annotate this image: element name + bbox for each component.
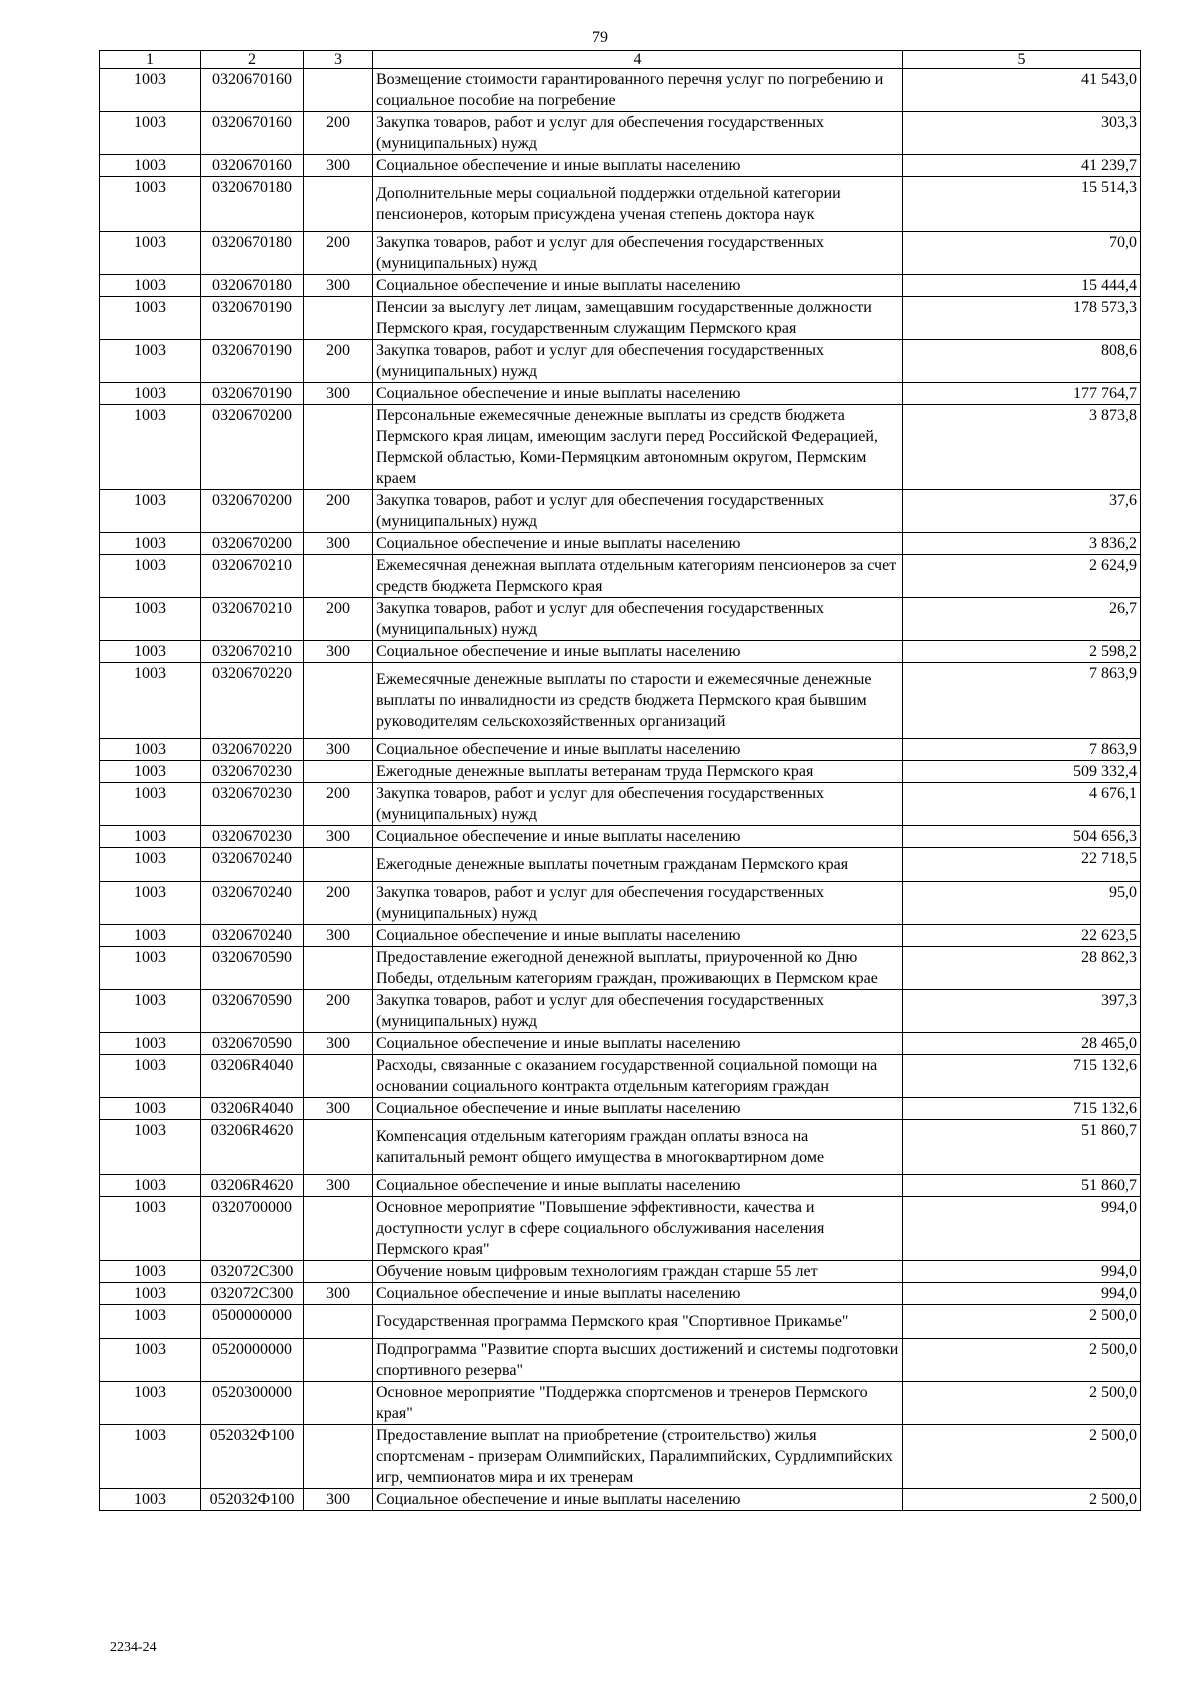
cell-item-description: Закупка товаров, работ и услуг для обеспечения государственных (муниципальных) нужд	[373, 783, 903, 826]
cell-item-description: Ежемесячные денежные выплаты по старости и ежемесячные денежные выплаты по инвалидности из средств бюджета Пермского края бывшим руководителям сельскохозяйственных организаций	[373, 663, 903, 739]
cell-amount: 51 860,7	[903, 1120, 1141, 1175]
cell-expense-type-code	[304, 405, 373, 490]
cell-expense-type-code	[304, 1197, 373, 1261]
cell-item-description: Закупка товаров, работ и услуг для обеспечения государственных (муниципальных) нужд	[373, 598, 903, 641]
cell-section-code: 1003	[100, 69, 201, 112]
cell-section-code: 1003	[100, 1283, 201, 1305]
cell-expense-type-code	[304, 1055, 373, 1098]
cell-item-description: Основное мероприятие "Поддержка спортсменов и тренеров Пермского края"	[373, 1382, 903, 1425]
cell-target-article-code: 0320670200	[201, 490, 304, 533]
cell-amount: 2 500,0	[903, 1382, 1141, 1425]
cell-section-code: 1003	[100, 1098, 201, 1120]
cell-amount: 504 656,3	[903, 826, 1141, 848]
table-row	[100, 882, 1141, 925]
cell-target-article-code: 03206R4620	[201, 1120, 304, 1175]
cell-section-code: 1003	[100, 739, 201, 761]
cell-amount: 4 676,1	[903, 783, 1141, 826]
cell-target-article-code: 052032Ф100	[201, 1489, 304, 1511]
header-col-5: 5	[903, 51, 1141, 69]
cell-target-article-code: 0320670160	[201, 69, 304, 112]
table-row	[100, 1489, 1141, 1511]
table-row	[100, 1055, 1141, 1098]
cell-target-article-code: 0320670180	[201, 177, 304, 232]
cell-section-code: 1003	[100, 1120, 201, 1175]
table-row	[100, 826, 1141, 848]
table-row	[100, 641, 1141, 663]
table-row	[100, 383, 1141, 405]
cell-item-description: Закупка товаров, работ и услуг для обеспечения государственных (муниципальных) нужд	[373, 882, 903, 925]
cell-target-article-code: 0320670220	[201, 739, 304, 761]
cell-amount: 3 836,2	[903, 533, 1141, 555]
table-row	[100, 555, 1141, 598]
cell-item-description: Предоставление ежегодной денежной выплаты, приуроченной ко Дню Победы, отдельным категориям граждан, проживающих в Пермском крае	[373, 947, 903, 990]
cell-target-article-code: 0320670190	[201, 340, 304, 383]
table-row	[100, 739, 1141, 761]
cell-amount: 2 624,9	[903, 555, 1141, 598]
cell-amount: 28 465,0	[903, 1033, 1141, 1055]
cell-section-code: 1003	[100, 1305, 201, 1339]
cell-target-article-code: 0320670200	[201, 533, 304, 555]
table-header-row	[100, 51, 1141, 69]
cell-amount: 178 573,3	[903, 297, 1141, 340]
cell-amount: 3 873,8	[903, 405, 1141, 490]
cell-target-article-code: 0500000000	[201, 1305, 304, 1339]
table-row	[100, 112, 1141, 155]
cell-expense-type-code	[304, 1120, 373, 1175]
table-row	[100, 275, 1141, 297]
cell-section-code: 1003	[100, 155, 201, 177]
cell-item-description: Закупка товаров, работ и услуг для обеспечения государственных (муниципальных) нужд	[373, 340, 903, 383]
cell-item-description: Социальное обеспечение и иные выплаты населению	[373, 641, 903, 663]
cell-target-article-code: 0320670240	[201, 925, 304, 947]
cell-target-article-code: 0320670190	[201, 297, 304, 340]
cell-expense-type-code	[304, 1261, 373, 1283]
cell-target-article-code: 03206R4040	[201, 1055, 304, 1098]
cell-amount: 2 500,0	[903, 1305, 1141, 1339]
cell-target-article-code: 0320670160	[201, 155, 304, 177]
cell-amount: 15 514,3	[903, 177, 1141, 232]
cell-target-article-code: 0320670590	[201, 990, 304, 1033]
cell-target-article-code: 0320670210	[201, 555, 304, 598]
cell-item-description: Пенсии за выслугу лет лицам, замещавшим государственные должности Пермского края, государственным служащим Пермского края	[373, 297, 903, 340]
header-col-4: 4	[373, 51, 903, 69]
cell-item-description: Социальное обеспечение и иные выплаты населению	[373, 383, 903, 405]
cell-item-description: Социальное обеспечение и иные выплаты населению	[373, 925, 903, 947]
cell-expense-type-code: 200	[304, 783, 373, 826]
cell-section-code: 1003	[100, 1261, 201, 1283]
cell-expense-type-code	[304, 555, 373, 598]
cell-section-code: 1003	[100, 1197, 201, 1261]
table-row	[100, 405, 1141, 490]
cell-section-code: 1003	[100, 1425, 201, 1489]
cell-target-article-code: 0320670590	[201, 1033, 304, 1055]
document-code: 2234-24	[110, 1640, 157, 1655]
cell-expense-type-code: 300	[304, 1489, 373, 1511]
cell-section-code: 1003	[100, 826, 201, 848]
cell-amount: 7 863,9	[903, 739, 1141, 761]
cell-expense-type-code: 200	[304, 112, 373, 155]
cell-expense-type-code: 300	[304, 533, 373, 555]
cell-item-description: Основное мероприятие "Повышение эффективности, качества и доступности услуг в сфере социального обслуживания населения Пермского края"	[373, 1197, 903, 1261]
cell-expense-type-code: 300	[304, 925, 373, 947]
table-row	[100, 1175, 1141, 1197]
cell-amount: 7 863,9	[903, 663, 1141, 739]
cell-section-code: 1003	[100, 275, 201, 297]
cell-amount: 397,3	[903, 990, 1141, 1033]
cell-item-description: Социальное обеспечение и иные выплаты населению	[373, 275, 903, 297]
cell-section-code: 1003	[100, 405, 201, 490]
cell-item-description: Персональные ежемесячные денежные выплаты из средств бюджета Пермского края лицам, имеющим заслуги перед Российской Федерацией, Пермской областью, Коми-Пермяцким автономным округом, Пермским краем	[373, 405, 903, 490]
cell-amount: 41 239,7	[903, 155, 1141, 177]
cell-target-article-code: 0320670220	[201, 663, 304, 739]
table-row	[100, 925, 1141, 947]
table-row	[100, 1120, 1141, 1175]
cell-amount: 994,0	[903, 1261, 1141, 1283]
cell-target-article-code: 0520300000	[201, 1382, 304, 1425]
header-col-3: 3	[304, 51, 373, 69]
cell-amount: 994,0	[903, 1197, 1141, 1261]
table-row	[100, 297, 1141, 340]
cell-section-code: 1003	[100, 297, 201, 340]
cell-target-article-code: 0320670230	[201, 826, 304, 848]
cell-item-description: Ежегодные денежные выплаты почетным гражданам Пермского края	[373, 848, 903, 882]
cell-expense-type-code	[304, 1339, 373, 1382]
cell-target-article-code: 0320670190	[201, 383, 304, 405]
cell-item-description: Социальное обеспечение и иные выплаты населению	[373, 739, 903, 761]
cell-target-article-code: 0320670180	[201, 232, 304, 275]
cell-expense-type-code	[304, 663, 373, 739]
cell-target-article-code: 03206R4620	[201, 1175, 304, 1197]
cell-amount: 26,7	[903, 598, 1141, 641]
cell-target-article-code: 0320670240	[201, 848, 304, 882]
cell-target-article-code: 0320670180	[201, 275, 304, 297]
cell-amount: 51 860,7	[903, 1175, 1141, 1197]
cell-target-article-code: 0320670210	[201, 641, 304, 663]
table-body	[100, 69, 1141, 1511]
cell-section-code: 1003	[100, 533, 201, 555]
budget-table	[99, 50, 1141, 1511]
table-row	[100, 1197, 1141, 1261]
cell-expense-type-code: 300	[304, 739, 373, 761]
table-row	[100, 490, 1141, 533]
cell-item-description: Социальное обеспечение и иные выплаты населению	[373, 533, 903, 555]
cell-amount: 509 332,4	[903, 761, 1141, 783]
cell-target-article-code: 0320700000	[201, 1197, 304, 1261]
table-row	[100, 1098, 1141, 1120]
cell-amount: 70,0	[903, 232, 1141, 275]
cell-amount: 808,6	[903, 340, 1141, 383]
cell-section-code: 1003	[100, 641, 201, 663]
cell-expense-type-code	[304, 761, 373, 783]
cell-amount: 41 543,0	[903, 69, 1141, 112]
cell-item-description: Социальное обеспечение и иные выплаты населению	[373, 1175, 903, 1197]
cell-item-description: Социальное обеспечение и иные выплаты населению	[373, 1283, 903, 1305]
cell-item-description: Дополнительные меры социальной поддержки отдельной категории пенсионеров, которым присуждена ученая степень доктора наук	[373, 177, 903, 232]
cell-section-code: 1003	[100, 990, 201, 1033]
cell-item-description: Расходы, связанные с оказанием государственной социальной помощи на основании социального контракта отдельным категориям граждан	[373, 1055, 903, 1098]
cell-target-article-code: 0320670210	[201, 598, 304, 641]
cell-section-code: 1003	[100, 882, 201, 925]
cell-amount: 2 598,2	[903, 641, 1141, 663]
cell-item-description: Государственная программа Пермского края "Спортивное Прикамье"	[373, 1305, 903, 1339]
table-row	[100, 1339, 1141, 1382]
cell-expense-type-code: 300	[304, 1283, 373, 1305]
header-col-1: 1	[100, 51, 201, 69]
table-row	[100, 783, 1141, 826]
cell-section-code: 1003	[100, 177, 201, 232]
cell-target-article-code: 03206R4040	[201, 1098, 304, 1120]
cell-expense-type-code	[304, 69, 373, 112]
cell-item-description: Социальное обеспечение и иные выплаты населению	[373, 826, 903, 848]
table-row	[100, 232, 1141, 275]
cell-expense-type-code: 200	[304, 990, 373, 1033]
table-row	[100, 761, 1141, 783]
cell-section-code: 1003	[100, 783, 201, 826]
cell-expense-type-code: 300	[304, 641, 373, 663]
cell-expense-type-code	[304, 177, 373, 232]
table-row	[100, 340, 1141, 383]
cell-expense-type-code: 200	[304, 490, 373, 533]
cell-expense-type-code: 300	[304, 1098, 373, 1120]
table-row	[100, 1305, 1141, 1339]
cell-section-code: 1003	[100, 848, 201, 882]
cell-amount: 15 444,4	[903, 275, 1141, 297]
cell-item-description: Ежемесячная денежная выплата отдельным категориям пенсионеров за счет средств бюджета Пермского края	[373, 555, 903, 598]
table-row	[100, 155, 1141, 177]
cell-expense-type-code: 300	[304, 155, 373, 177]
cell-item-description: Закупка товаров, работ и услуг для обеспечения государственных (муниципальных) нужд	[373, 112, 903, 155]
cell-target-article-code: 0320670240	[201, 882, 304, 925]
cell-section-code: 1003	[100, 112, 201, 155]
header-col-2: 2	[201, 51, 304, 69]
cell-target-article-code: 032072С300	[201, 1261, 304, 1283]
table-row	[100, 990, 1141, 1033]
cell-target-article-code: 0320670230	[201, 783, 304, 826]
cell-target-article-code: 0320670230	[201, 761, 304, 783]
table-row	[100, 947, 1141, 990]
table-row	[100, 1425, 1141, 1489]
cell-item-description: Закупка товаров, работ и услуг для обеспечения государственных (муниципальных) нужд	[373, 990, 903, 1033]
cell-item-description: Компенсация отдельным категориям граждан оплаты взноса на капитальный ремонт общего имущества в многоквартирном доме	[373, 1120, 903, 1175]
cell-section-code: 1003	[100, 1489, 201, 1511]
cell-amount: 37,6	[903, 490, 1141, 533]
cell-expense-type-code: 300	[304, 1033, 373, 1055]
cell-item-description: Социальное обеспечение и иные выплаты населению	[373, 1098, 903, 1120]
cell-expense-type-code	[304, 1425, 373, 1489]
cell-item-description: Подпрограмма "Развитие спорта высших достижений и системы подготовки спортивного резерва"	[373, 1339, 903, 1382]
cell-amount: 177 764,7	[903, 383, 1141, 405]
cell-section-code: 1003	[100, 555, 201, 598]
cell-section-code: 1003	[100, 1033, 201, 1055]
table-row	[100, 598, 1141, 641]
table-row	[100, 1261, 1141, 1283]
cell-expense-type-code	[304, 1382, 373, 1425]
table-row	[100, 177, 1141, 232]
table-row	[100, 1283, 1141, 1305]
cell-item-description: Предоставление выплат на приобретение (строительство) жилья спортсменам - призерам Олимпийских, Паралимпийских, Сурдлимпийских игр, чемпионатов мира и их тренерам	[373, 1425, 903, 1489]
cell-expense-type-code: 300	[304, 1175, 373, 1197]
cell-expense-type-code: 200	[304, 598, 373, 641]
cell-target-article-code: 0520000000	[201, 1339, 304, 1382]
cell-section-code: 1003	[100, 663, 201, 739]
cell-amount: 22 623,5	[903, 925, 1141, 947]
cell-amount: 2 500,0	[903, 1489, 1141, 1511]
cell-expense-type-code: 300	[304, 826, 373, 848]
cell-item-description: Социальное обеспечение и иные выплаты населению	[373, 155, 903, 177]
cell-expense-type-code: 300	[304, 383, 373, 405]
cell-section-code: 1003	[100, 761, 201, 783]
cell-amount: 303,3	[903, 112, 1141, 155]
cell-amount: 2 500,0	[903, 1339, 1141, 1382]
cell-expense-type-code: 200	[304, 232, 373, 275]
cell-expense-type-code	[304, 947, 373, 990]
table-row	[100, 1033, 1141, 1055]
cell-item-description: Ежегодные денежные выплаты ветеранам труда Пермского края	[373, 761, 903, 783]
cell-amount: 715 132,6	[903, 1055, 1141, 1098]
cell-amount: 715 132,6	[903, 1098, 1141, 1120]
cell-amount: 994,0	[903, 1283, 1141, 1305]
table-row	[100, 848, 1141, 882]
cell-target-article-code: 0320670590	[201, 947, 304, 990]
cell-amount: 22 718,5	[903, 848, 1141, 882]
page-number: 79	[592, 29, 608, 46]
cell-expense-type-code: 200	[304, 882, 373, 925]
cell-target-article-code: 052032Ф100	[201, 1425, 304, 1489]
cell-section-code: 1003	[100, 340, 201, 383]
cell-expense-type-code	[304, 848, 373, 882]
cell-target-article-code: 0320670200	[201, 405, 304, 490]
table-row	[100, 533, 1141, 555]
cell-section-code: 1003	[100, 1382, 201, 1425]
cell-section-code: 1003	[100, 383, 201, 405]
cell-item-description: Социальное обеспечение и иные выплаты населению	[373, 1489, 903, 1511]
cell-item-description: Закупка товаров, работ и услуг для обеспечения государственных (муниципальных) нужд	[373, 490, 903, 533]
cell-expense-type-code: 200	[304, 340, 373, 383]
cell-section-code: 1003	[100, 232, 201, 275]
cell-section-code: 1003	[100, 490, 201, 533]
cell-item-description: Социальное обеспечение и иные выплаты населению	[373, 1033, 903, 1055]
table-row	[100, 1382, 1141, 1425]
cell-expense-type-code	[304, 1305, 373, 1339]
cell-target-article-code: 032072С300	[201, 1283, 304, 1305]
cell-amount: 95,0	[903, 882, 1141, 925]
table-row	[100, 663, 1141, 739]
cell-section-code: 1003	[100, 1339, 201, 1382]
cell-section-code: 1003	[100, 1175, 201, 1197]
cell-amount: 2 500,0	[903, 1425, 1141, 1489]
cell-section-code: 1003	[100, 1055, 201, 1098]
cell-section-code: 1003	[100, 598, 201, 641]
cell-item-description: Закупка товаров, работ и услуг для обеспечения государственных (муниципальных) нужд	[373, 232, 903, 275]
cell-section-code: 1003	[100, 925, 201, 947]
cell-section-code: 1003	[100, 947, 201, 990]
cell-expense-type-code	[304, 297, 373, 340]
cell-target-article-code: 0320670160	[201, 112, 304, 155]
cell-item-description: Обучение новым цифровым технологиям граждан старше 55 лет	[373, 1261, 903, 1283]
cell-expense-type-code: 300	[304, 275, 373, 297]
cell-item-description: Возмещение стоимости гарантированного перечня услуг по погребению и социальное пособие на погребение	[373, 69, 903, 112]
table-row	[100, 69, 1141, 112]
cell-amount: 28 862,3	[903, 947, 1141, 990]
